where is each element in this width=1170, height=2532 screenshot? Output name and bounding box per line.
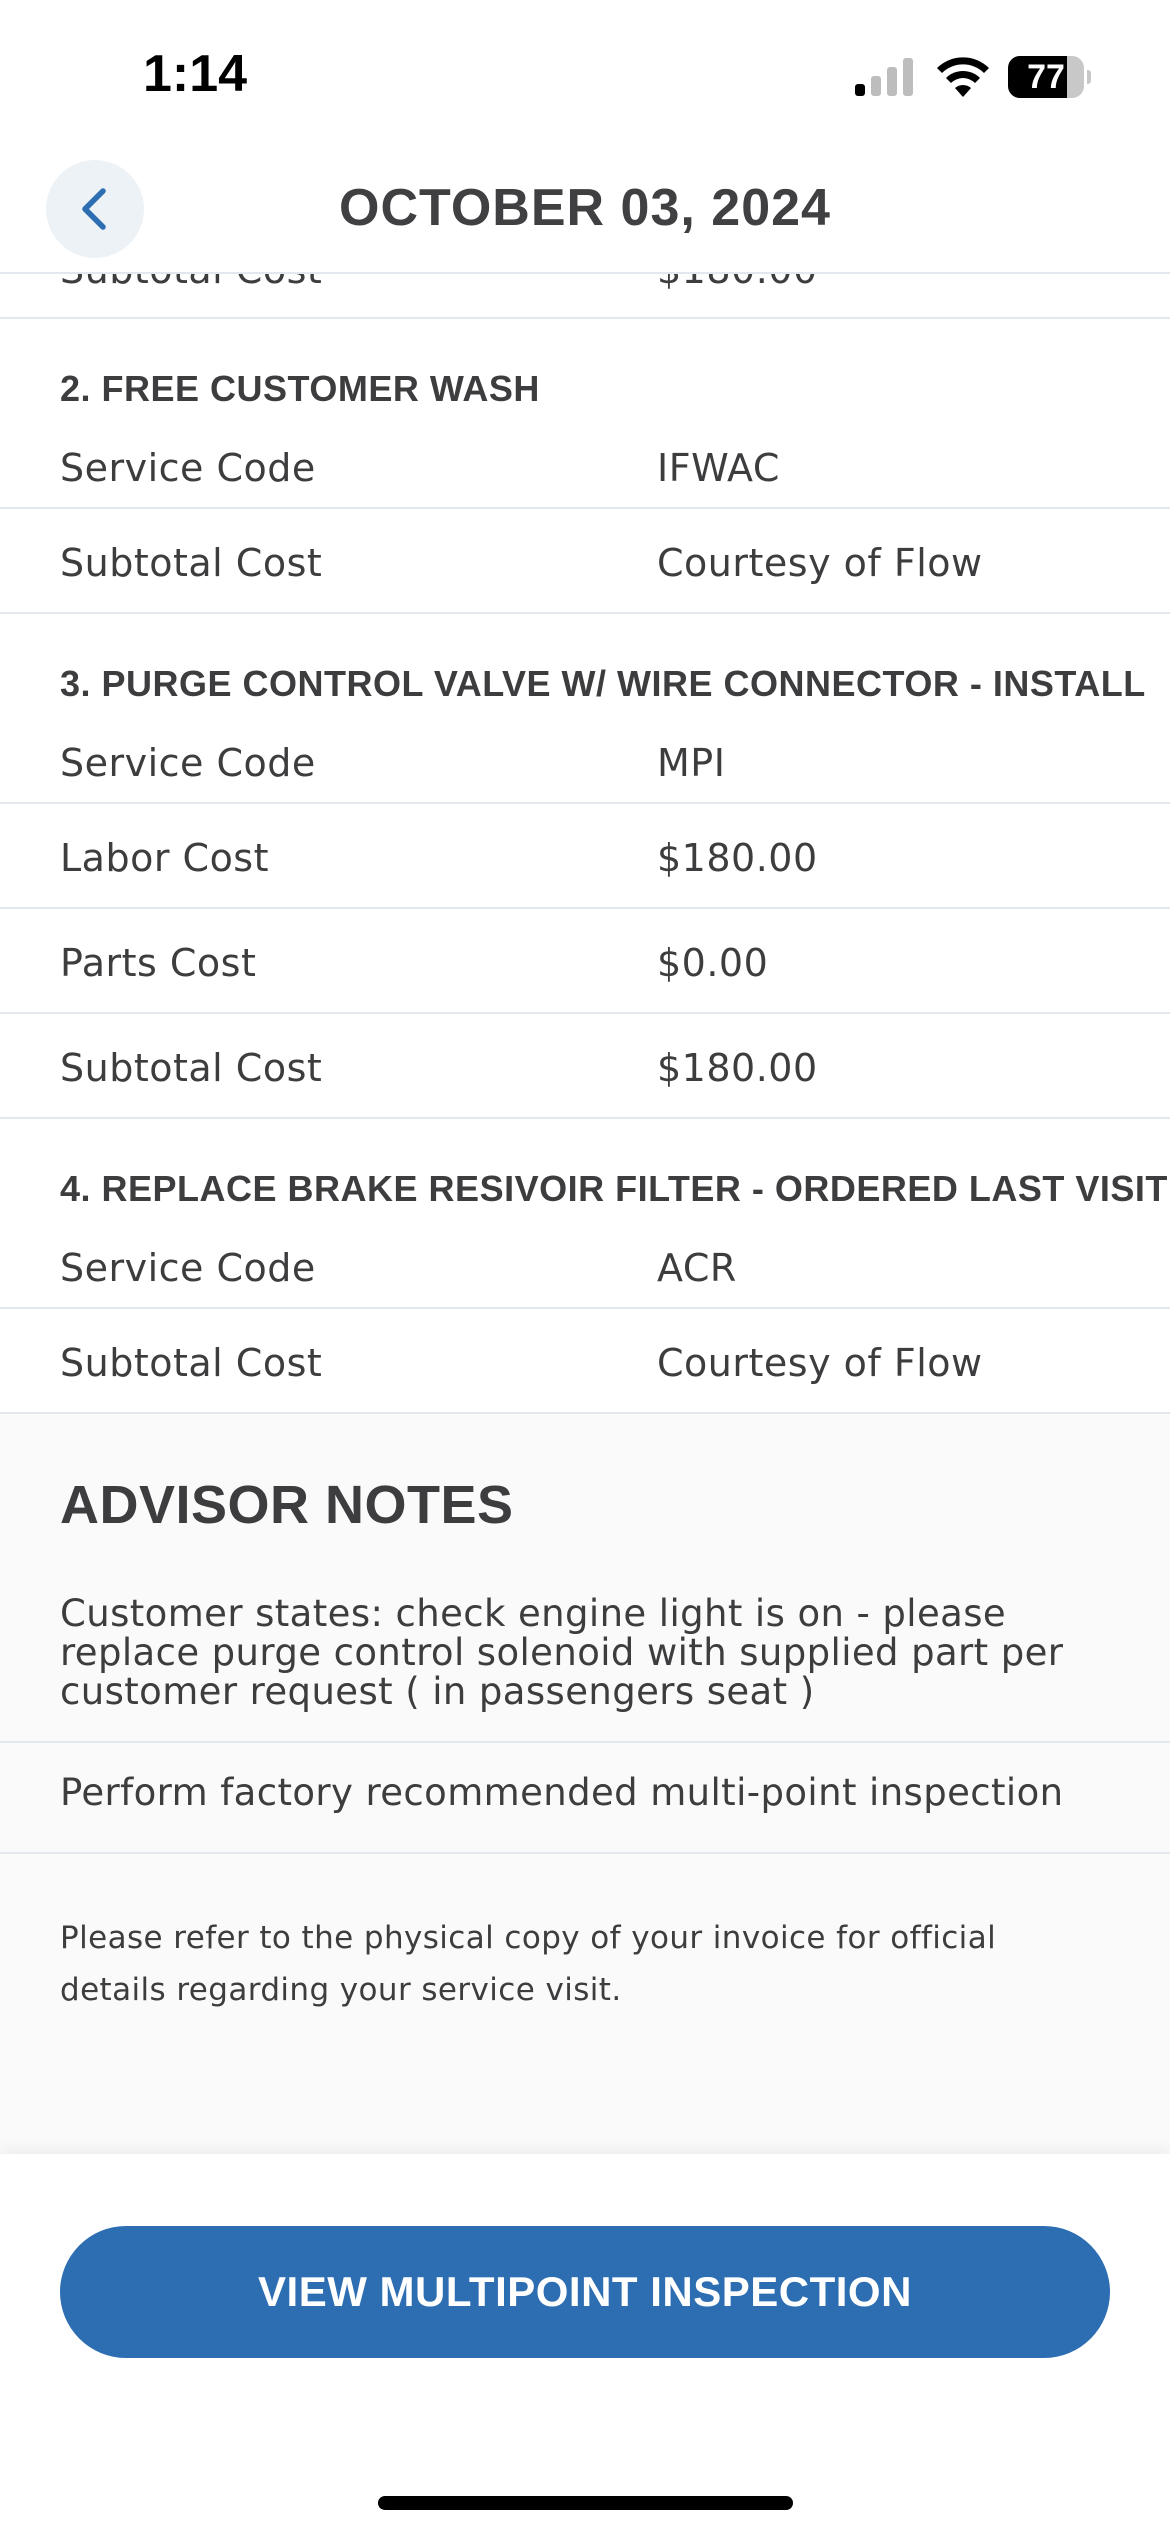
bottom-action-bar <box>0 2154 1170 2532</box>
page-title: OCTOBER 03, 2024 <box>339 179 831 237</box>
battery-icon <box>1008 56 1090 98</box>
row-value: IFWAC <box>657 446 780 490</box>
advisor-note: Customer states: check engine light is on - please replace purge control solenoid with supplied part per customer request ( in passengers seat ) <box>0 1594 1170 1743</box>
home-indicator[interactable] <box>378 2496 793 2510</box>
table-row <box>0 1222 1170 1309</box>
status-bar <box>0 0 1170 150</box>
table-row <box>0 422 1170 509</box>
row-value: ACR <box>657 1246 737 1290</box>
service-title: 4. REPLACE BRAKE RESIVOIR FILTER - ORDERED LAST VISIT <box>60 1168 1168 1209</box>
row-label: Subtotal Cost <box>60 1341 323 1385</box>
row-value: $180.00 <box>657 836 818 880</box>
table-row <box>0 804 1170 909</box>
advisor-note: Perform factory recommended multi-point inspection <box>0 1743 1170 1854</box>
table-row <box>0 1309 1170 1414</box>
invoice-details[interactable] <box>0 274 1170 2154</box>
battery-level: 77 <box>1027 58 1065 96</box>
advisor-notes-heading: ADVISOR NOTES <box>60 1475 514 1535</box>
advisor-notes <box>0 1414 1170 2016</box>
service-section <box>0 1119 1170 1414</box>
row-label: Service Code <box>60 741 316 785</box>
row-value: $180.00 <box>657 1046 818 1090</box>
service-title: 3. PURGE CONTROL VALVE W/ WIRE CONNECTOR - INSTALL <box>60 663 1146 704</box>
row-value: MPI <box>657 741 726 785</box>
row-label: Labor Cost <box>60 836 270 880</box>
invoice-disclaimer: Please refer to the physical copy of your invoice for official details regarding your service visit. <box>60 1920 997 2008</box>
service-section <box>0 614 1170 1119</box>
service-section <box>0 319 1170 614</box>
row-label: Service Code <box>60 1246 316 1290</box>
row-label: Service Code <box>60 446 316 490</box>
view-multipoint-inspection-button[interactable]: VIEW MULTIPOINT INSPECTION <box>60 2226 1110 2358</box>
wifi-icon <box>935 55 991 97</box>
row-label: Parts Cost <box>60 941 257 985</box>
row-value: Courtesy of Flow <box>657 1341 983 1385</box>
cellular-signal-icon <box>855 58 915 96</box>
status-time: 1:14 <box>143 45 248 103</box>
table-row <box>0 717 1170 804</box>
header <box>0 150 1170 274</box>
row-label: Subtotal Cost <box>60 1046 323 1090</box>
table-row <box>0 1014 1170 1119</box>
service-title: 2. FREE CUSTOMER WASH <box>60 368 540 409</box>
table-row <box>0 509 1170 614</box>
row-value: $0.00 <box>657 941 769 985</box>
table-row <box>0 909 1170 1014</box>
row-value: Courtesy of Flow <box>657 541 983 585</box>
row-label: Subtotal Cost <box>60 541 323 585</box>
